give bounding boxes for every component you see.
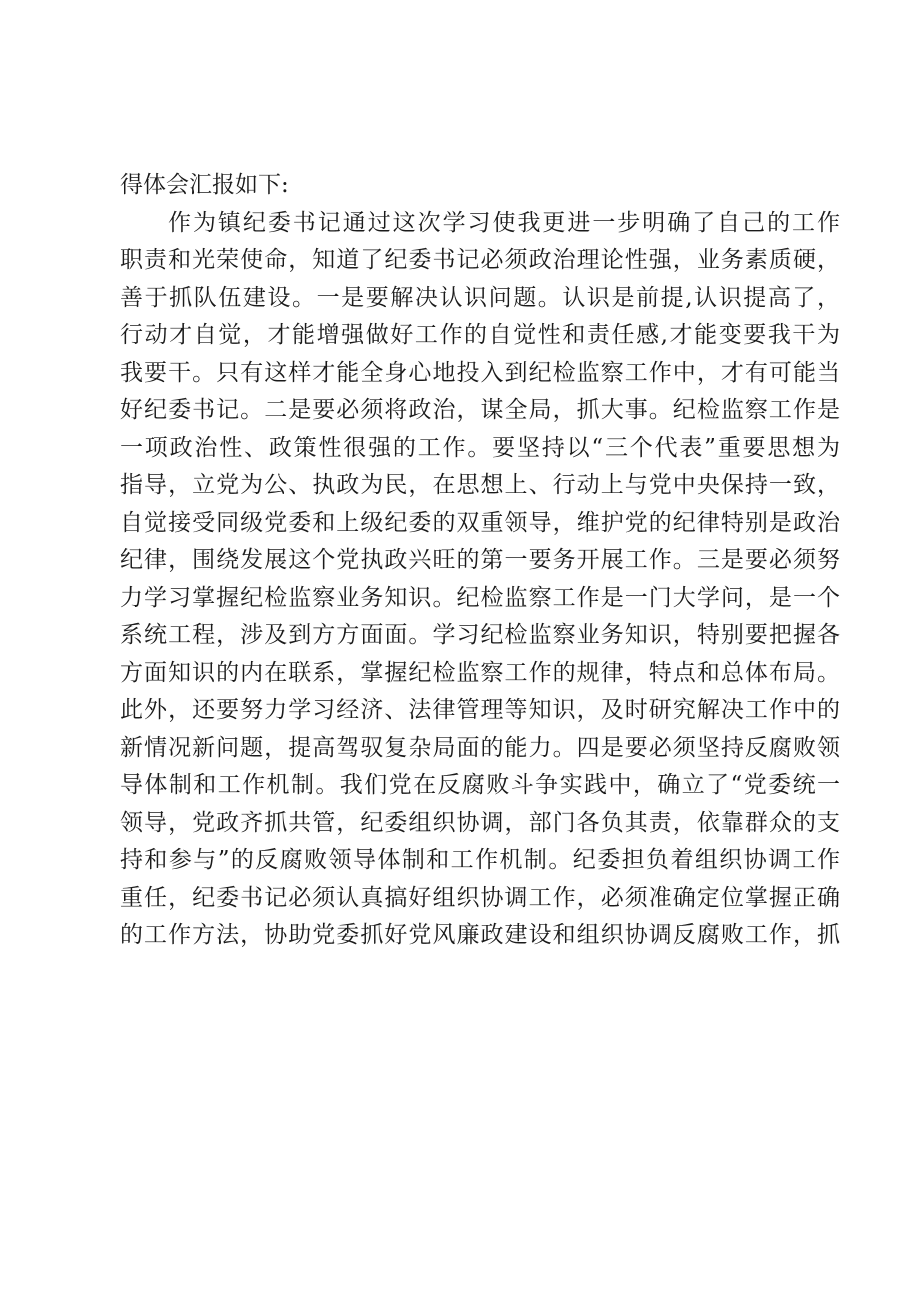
text-line: 好纪委书记。二是要必须将政治，谋全局，抓大事。纪检监察工作是 (120, 397, 840, 423)
text-line: 的工作方法，协助党委抓好党风廉政建设和组织协调反腐败工作，抓 (120, 922, 840, 948)
text-line: 行动才自觉，才能增强做好工作的自觉性和责任感,才能变要我干为 (120, 322, 840, 348)
text-line: 作为镇纪委书记通过这次学习使我更进一步明确了自己的工作 (168, 209, 840, 236)
text-line: 指导，立党为公、执政为民，在思想上、行动上与党中央保持一致， (120, 472, 840, 498)
text-line: 领导，党政齐抓共管，纪委组织协调，部门各负其责，依靠群众的支 (120, 809, 840, 836)
text-line: 我要干。只有这样才能全身心地投入到纪检监察工作中，才有可能当 (120, 359, 840, 386)
text-line: 善于抓队伍建设。一是要解决认识问题。认识是前提,认识提高了， (120, 284, 840, 311)
body-text (120, 167, 840, 955)
text-line: 持和参与”的反腐败领导体制和工作机制。纪委担负着组织协调工作 (120, 847, 840, 873)
text-line: 重任，纪委书记必须认真搞好组织协调工作，必须准确定位掌握正确 (120, 884, 840, 911)
text-line: 纪律，围绕发展这个党执政兴旺的第一要务开展工作。三是要必须努 (120, 547, 840, 573)
text-line: 此外，还要努力学习经济、法律管理等知识，及时研究解决工作中的 (120, 697, 840, 723)
text-line: 新情况新问题，提高驾驭复杂局面的能力。四是要必须坚持反腐败领 (120, 734, 840, 761)
text-line: 导体制和工作机制。我们党在反腐败斗争实践中，确立了“党委统一 (120, 772, 840, 798)
text-line: 自觉接受同级党委和上级纪委的双重领导，维护党的纪律特别是政治 (120, 509, 840, 536)
text-line: 系统工程，涉及到方方面面。学习纪检监察业务知识，特别要把握各 (120, 622, 840, 648)
text-line: 方面知识的内在联系，掌握纪检监察工作的规律，特点和总体布局。 (120, 659, 840, 686)
text-line: 得体会汇报如下: (120, 172, 289, 198)
text-line: 一项政治性、政策性很强的工作。要坚持以“三个代表”重要思想为 (120, 434, 840, 461)
text-line: 力学习掌握纪检监察业务知识。纪检监察工作是一门大学问，是一个 (120, 584, 840, 611)
text-line: 职责和光荣使命，知道了纪委书记必须政治理论性强，业务素质硬， (120, 247, 840, 273)
